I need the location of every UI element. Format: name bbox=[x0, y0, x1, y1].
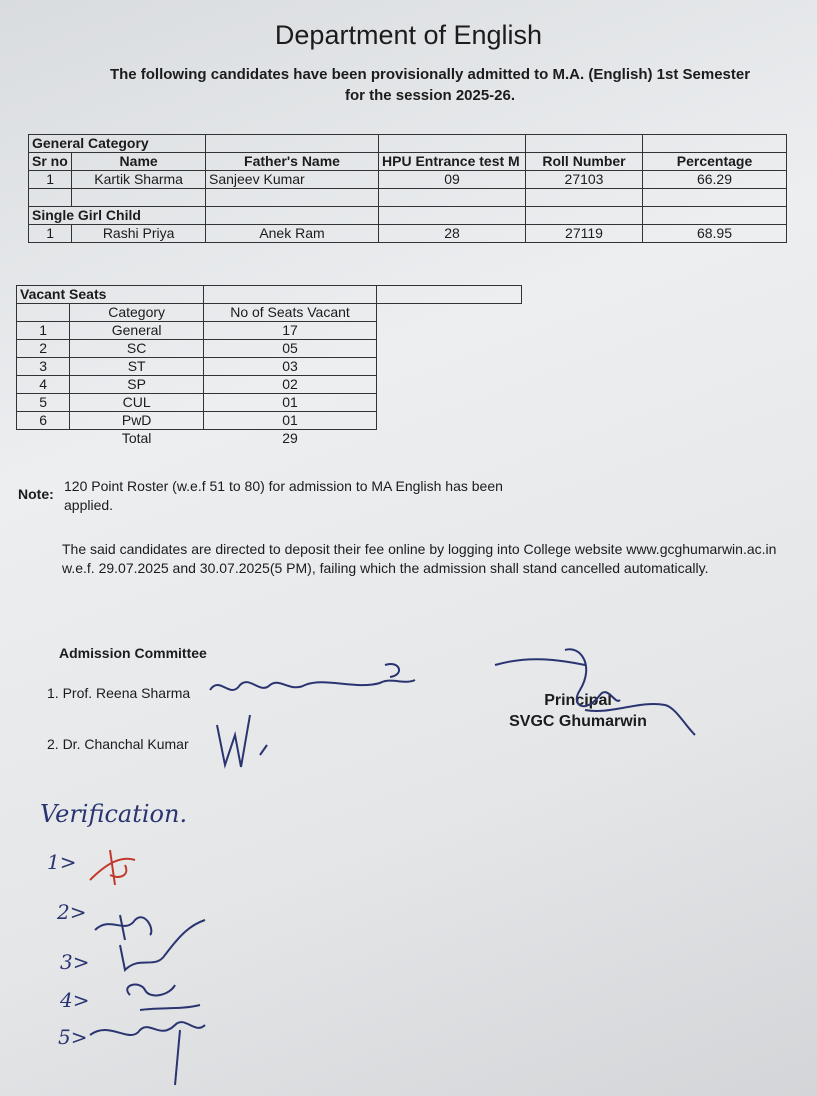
instruction-paragraph: The said candidates are directed to deposit their fee online by logging into College website www.gcghumarwin.ac.in w.e.f. 29.07.2025 and 30.07.2025(5 PM), failing which the admission shall stand cancelled automatically. bbox=[62, 541, 777, 576]
cell-sr: 6 bbox=[17, 412, 70, 430]
committee-member-2: 2. Dr. Chanchal Kumar bbox=[47, 736, 189, 752]
cell-category: General bbox=[70, 322, 204, 340]
verification-item: 4> bbox=[60, 988, 90, 1012]
principal-signature bbox=[490, 645, 700, 745]
col-header: Percentage bbox=[643, 153, 787, 171]
table-header-row bbox=[29, 153, 787, 171]
table-row bbox=[29, 189, 787, 207]
table-row bbox=[29, 135, 787, 153]
cell-sr: 1 bbox=[17, 322, 70, 340]
col-header: Father's Name bbox=[206, 153, 379, 171]
cell-category: PwD bbox=[70, 412, 204, 430]
table-header-row bbox=[17, 304, 522, 322]
cell-seats: 17 bbox=[204, 322, 377, 340]
table-row bbox=[29, 171, 787, 189]
col-header: Sr no bbox=[29, 153, 72, 171]
cell-hpu: 28 bbox=[379, 225, 526, 243]
vacant-seats-table bbox=[16, 285, 522, 447]
cell-sr: 1 bbox=[29, 171, 72, 189]
verification-item: 1> bbox=[47, 850, 77, 874]
cell-sr: 3 bbox=[17, 358, 70, 376]
cell-father: Anek Ram bbox=[206, 225, 379, 243]
table-row bbox=[17, 394, 522, 412]
cell-father: Sanjeev Kumar bbox=[206, 171, 379, 189]
verification-item: 3> bbox=[60, 950, 90, 974]
cell-name: Rashi Priya bbox=[72, 225, 206, 243]
cell-category: ST bbox=[70, 358, 204, 376]
committee-member-1: 1. Prof. Reena Sharma bbox=[47, 685, 191, 701]
note-text: 120 Point Roster (w.e.f 51 to 80) for admission to MA English has been applied. bbox=[64, 478, 503, 513]
verification-item: 2> bbox=[57, 900, 87, 924]
col-header: Category bbox=[70, 304, 204, 322]
verification-signatures bbox=[80, 845, 250, 1090]
committee-signatures bbox=[205, 655, 425, 785]
table-total-row bbox=[17, 430, 522, 448]
table-row bbox=[17, 358, 522, 376]
cell-hpu: 09 bbox=[379, 171, 526, 189]
cell-sr: 1 bbox=[29, 225, 72, 243]
total-label: Total bbox=[121, 430, 152, 446]
cell-seats: 02 bbox=[204, 376, 377, 394]
vacant-seats-title: Vacant Seats bbox=[17, 286, 204, 304]
cell-seats: 05 bbox=[204, 340, 377, 358]
single-girl-label: Single Girl Child bbox=[29, 207, 206, 225]
document-subtitle: The following candidates have been provisionally admitted to M.A. (English) 1st Semester for the session 2025-26. bbox=[109, 66, 751, 104]
cell-sr: 5 bbox=[17, 394, 70, 412]
cell-category: SC bbox=[70, 340, 204, 358]
col-header: Roll Number bbox=[526, 153, 643, 171]
principal-college: SVGC Ghumarwin bbox=[509, 713, 647, 730]
cell-roll: 27103 bbox=[526, 171, 643, 189]
cell-name: Kartik Sharma bbox=[72, 171, 206, 189]
verification-item: 5> bbox=[58, 1025, 88, 1049]
note-label: Note: bbox=[18, 486, 54, 502]
principal-title: Principal bbox=[544, 692, 612, 709]
cell-seats: 01 bbox=[204, 412, 377, 430]
cell-sr: 2 bbox=[17, 340, 70, 358]
document-title: Department of English bbox=[274, 20, 543, 50]
table-row bbox=[29, 225, 787, 243]
cell-category: SP bbox=[70, 376, 204, 394]
cell-percentage: 68.95 bbox=[643, 225, 787, 243]
cell-category: CUL bbox=[70, 394, 204, 412]
category-label: General Category bbox=[29, 135, 206, 153]
verification-label: Verification. bbox=[40, 800, 188, 828]
cell-percentage: 66.29 bbox=[643, 171, 787, 189]
col-header: HPU Entrance test M bbox=[379, 153, 526, 171]
cell-seats: 03 bbox=[204, 358, 377, 376]
cell-seats: 01 bbox=[204, 394, 377, 412]
table-row bbox=[17, 376, 522, 394]
col-header: No of Seats Vacant bbox=[204, 304, 377, 322]
cell-sr: 4 bbox=[17, 376, 70, 394]
table-row bbox=[17, 340, 522, 358]
table-row bbox=[17, 322, 522, 340]
table-row bbox=[29, 207, 787, 225]
total-value: 29 bbox=[282, 430, 298, 446]
cell-roll: 27119 bbox=[526, 225, 643, 243]
table-row bbox=[17, 286, 522, 304]
committee-title: Admission Committee bbox=[59, 645, 207, 661]
table-row bbox=[17, 412, 522, 430]
col-header: Name bbox=[72, 153, 206, 171]
admission-table bbox=[28, 134, 787, 243]
